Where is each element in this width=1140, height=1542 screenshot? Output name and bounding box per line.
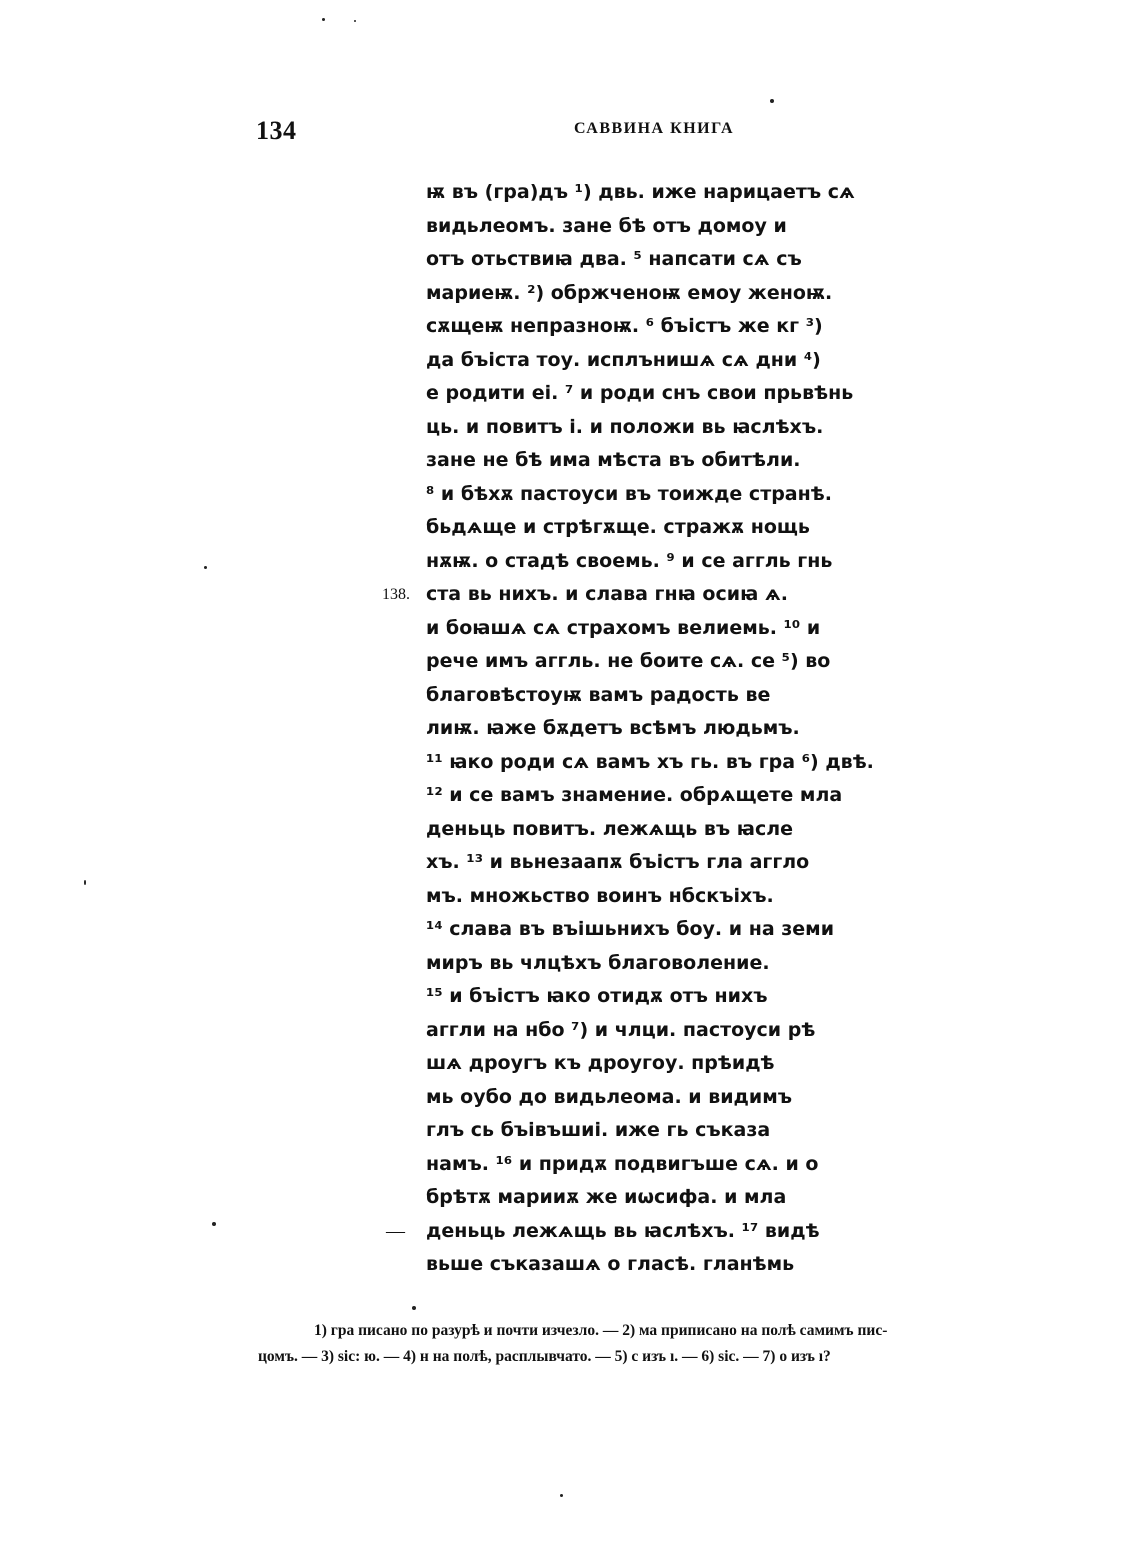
- margin-dash: —: [386, 1220, 405, 1242]
- text-line: видьлеомъ. зане бѣ отъ домоу и: [426, 214, 787, 237]
- text-line: зане не бѣ има мѣста въ обитѣли.: [426, 449, 801, 471]
- text-line: аггли на нбо ⁷) и члци. пастоуси рѣ: [426, 1018, 816, 1041]
- text-line: сѫщеѭ непразноѭ. ⁶ бъістъ же кг ³): [426, 315, 823, 337]
- text-line: хъ. ¹³ и вьнезаапѫ бъістъ гла аггло: [426, 851, 810, 873]
- text-line: рече имъ аггль. не боите сѧ. се ⁵) во: [426, 650, 831, 672]
- scan-speck: [560, 1494, 563, 1497]
- text-line: миръ вь члцѣхъ благоволение.: [426, 951, 770, 974]
- text-line-content: деньць лежѧщь вь ꙗслѣхъ. ¹⁷ видѣ: [426, 1219, 820, 1242]
- scan-speck: [412, 1306, 416, 1310]
- scan-speck: [770, 99, 774, 103]
- main-text-block: [382, 176, 874, 1282]
- text-line: намъ. ¹⁶ и придѫ подвигъше сѧ. и о: [426, 1152, 819, 1175]
- text-line: ць. и повитъ і. и положи вь ꙗслѣхъ.: [426, 415, 824, 438]
- text-line: нѫѭ. о стадѣ своемь. ⁹ и се аггль гнь: [426, 549, 833, 572]
- running-title: САВВИНА КНИГА: [574, 120, 735, 137]
- text-line: лиѭ. ꙗже бѫдетъ всѣмъ людьмъ.: [426, 717, 800, 739]
- margin-reference: 138.: [382, 586, 410, 603]
- text-line: ѭ въ (гра)дъ ¹) двь. иже нарицаетъ сѧ: [426, 181, 855, 203]
- text-line: деньць повитъ. лежѧщь въ ꙗсле: [426, 817, 794, 840]
- footnote-line: 1) гра писано по разурѣ и почти изчезло. — 2) ма приписано на полѣ самимъ пис-: [314, 1322, 888, 1339]
- text-line: ¹² и се вамъ знамение. обрѧщете мла: [426, 784, 843, 806]
- text-line: мь оубо до видьлеома. и видимъ: [426, 1085, 793, 1108]
- scan-speck: [322, 18, 325, 21]
- text-line: мъ. множьство воинъ нбскъіхъ.: [426, 884, 774, 907]
- text-line: бьдѧще и стрѣгѫще. стражѫ нощь: [426, 516, 810, 538]
- scan-speck: [212, 1222, 216, 1226]
- footnote-line: цомъ. — 3) sic: ю. — 4) н на полѣ, расплывчато. — 5) с изъ ı. — 6) sic. — 7) о изъ ı?: [258, 1348, 831, 1365]
- text-line: да бъіста тоу. исплънишѧ сѧ дни ⁴): [426, 348, 821, 371]
- scan-speck: [84, 880, 86, 885]
- text-line: ¹⁵ и бъістъ ꙗко отидѫ отъ нихъ: [426, 985, 768, 1007]
- text-line: е родити еі. ⁷ и роди снъ свои прьвѣнь: [426, 382, 854, 404]
- text-line: ¹¹ ꙗко роди сѧ вамъ хъ гь. въ гра ⁶) двѣ.: [426, 750, 874, 773]
- scan-speck: [204, 566, 207, 569]
- scan-speck: [354, 20, 356, 22]
- text-line: глъ сь бъівъшиі. иже гь съказа: [426, 1119, 771, 1141]
- text-line: шѧ дроугъ къ дроугоу. прѣидѣ: [426, 1052, 775, 1074]
- page-number: 134: [256, 116, 297, 145]
- footnotes: [258, 1318, 1058, 1370]
- text-line: и боꙗшѧ сѧ страхомъ велиемь. ¹⁰ и: [426, 616, 821, 639]
- text-line: благовѣстоуѭ вамъ радость ве: [426, 683, 771, 706]
- text-line: ⁸ и бѣхѫ пастоуси въ тоижде странѣ.: [426, 482, 832, 505]
- text-line: вьше съказашѧ о гласѣ. гланѣмь: [426, 1253, 795, 1275]
- text-line: ¹⁴ слава въ въішьнихъ боу. и на земи: [426, 918, 835, 940]
- text-line: отъ отьствиꙗ два. ⁵ напсати сѧ съ: [426, 248, 802, 270]
- text-line: [386, 1215, 874, 1249]
- text-line: брѣтѫ марииѫ же иѡсифа. и мла: [426, 1186, 787, 1208]
- text-line-content: ста вь нихъ. и слава гнꙗ осиꙗ ѧ.: [426, 583, 788, 605]
- text-line: [382, 578, 874, 612]
- text-line: мариеѭ. ²) обржченоѭ емоу женоѭ.: [426, 281, 833, 304]
